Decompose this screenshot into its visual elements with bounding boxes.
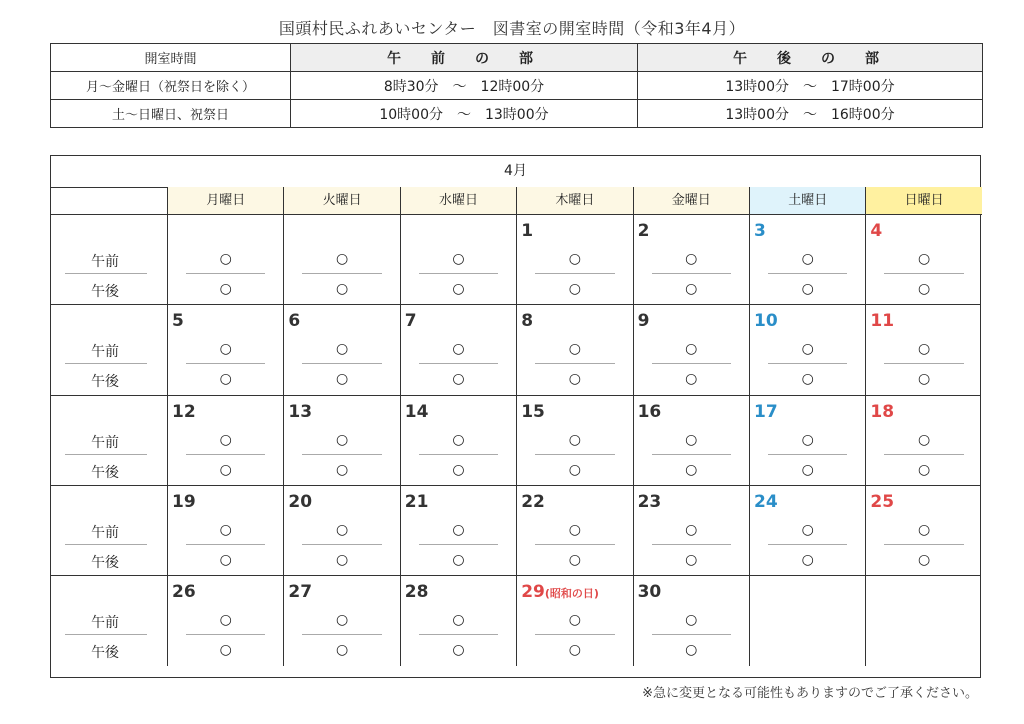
weekday-header-blank bbox=[51, 187, 167, 215]
calendar-month: 4月 bbox=[51, 156, 980, 188]
day-cell bbox=[283, 305, 399, 394]
calendar bbox=[50, 155, 981, 678]
weekend-pm-hours: 13時00分 ～ 16時00分 bbox=[638, 100, 983, 128]
day-number: 28 bbox=[404, 582, 429, 603]
am-open-mark: ○ bbox=[335, 251, 349, 267]
day-cell bbox=[633, 305, 749, 394]
day-cell bbox=[516, 486, 632, 575]
day-number: 5 bbox=[172, 311, 184, 332]
am-open-mark: ○ bbox=[452, 431, 465, 448]
pm-open-mark: ○ bbox=[801, 551, 814, 568]
day-number: 29(昭和の日) bbox=[521, 582, 599, 603]
day-cell bbox=[633, 486, 749, 575]
pm-open-mark: ○ bbox=[568, 461, 581, 478]
am-open-mark: ○ bbox=[219, 431, 232, 448]
day-cell bbox=[749, 396, 865, 485]
pm-label: 午後 bbox=[91, 554, 119, 571]
day-cell bbox=[633, 576, 749, 666]
pm-open-mark: ○ bbox=[452, 642, 465, 659]
cell-divider bbox=[302, 634, 381, 635]
cell-divider bbox=[535, 634, 614, 635]
ampm-divider bbox=[65, 634, 147, 635]
day-number: 9 bbox=[637, 311, 650, 332]
day-number: 25 bbox=[870, 491, 895, 512]
pm-label: 午後 bbox=[91, 464, 119, 481]
day-number: 6 bbox=[288, 311, 301, 332]
cell-divider bbox=[884, 454, 963, 455]
cell-divider bbox=[419, 273, 498, 274]
pm-open-mark: ○ bbox=[917, 371, 931, 388]
weekend-label: 土～日曜日、祝祭日 bbox=[51, 100, 291, 128]
cell-divider bbox=[419, 454, 498, 455]
day-cell bbox=[516, 305, 632, 394]
day-cell bbox=[400, 305, 516, 394]
ampm-labels bbox=[51, 305, 167, 394]
am-open-mark: ○ bbox=[335, 431, 349, 448]
day-cell bbox=[400, 486, 516, 575]
day-number: 2 bbox=[637, 221, 650, 241]
week-row bbox=[51, 396, 980, 486]
day-cell bbox=[865, 396, 981, 485]
pm-open-mark: ○ bbox=[219, 642, 232, 659]
day-cell bbox=[283, 215, 399, 304]
ampm-divider bbox=[65, 544, 147, 545]
ampm-divider bbox=[65, 273, 147, 274]
ampm-labels bbox=[51, 215, 167, 304]
pm-open-mark: ○ bbox=[452, 281, 465, 297]
hours-label-header: 開室時間 bbox=[51, 44, 291, 72]
pm-open-mark: ○ bbox=[568, 642, 581, 659]
cell-divider bbox=[535, 273, 614, 274]
page-title: 国頭村民ふれあいセンター 図書室の開室時間（令和3年4月） bbox=[278, 19, 746, 38]
cell-divider bbox=[419, 634, 498, 635]
day-cell bbox=[400, 396, 516, 485]
am-label: 午前 bbox=[91, 344, 119, 361]
am-open-mark: ○ bbox=[452, 251, 465, 267]
pm-open-mark: ○ bbox=[335, 551, 349, 568]
weekend-am-hours: 10時00分 ～ 13時00分 bbox=[291, 100, 638, 128]
cell-divider bbox=[768, 363, 847, 364]
am-open-mark: ○ bbox=[219, 341, 232, 358]
am-open-mark: ○ bbox=[219, 521, 232, 538]
cell-divider bbox=[535, 454, 614, 455]
notice-text: ※急に変更となる可能性もありますのでご了承ください。 bbox=[642, 686, 978, 701]
pm-open-mark: ○ bbox=[917, 551, 931, 568]
day-number: 23 bbox=[637, 491, 662, 512]
cell-divider bbox=[884, 363, 963, 364]
am-label: 午前 bbox=[91, 254, 119, 270]
am-open-mark: ○ bbox=[801, 521, 814, 538]
am-open-mark: ○ bbox=[685, 521, 698, 538]
day-cell bbox=[283, 396, 399, 485]
am-open-mark: ○ bbox=[917, 341, 931, 358]
day-number: 30 bbox=[637, 582, 662, 603]
am-open-mark: ○ bbox=[801, 251, 814, 267]
am-open-mark: ○ bbox=[452, 612, 465, 629]
weekday-header: 土曜日 bbox=[749, 187, 865, 215]
cell-divider bbox=[302, 363, 381, 364]
day-cell bbox=[516, 576, 632, 666]
day-number: 19 bbox=[172, 491, 196, 512]
day-cell bbox=[283, 576, 399, 666]
cell-divider bbox=[419, 363, 498, 364]
am-label: 午前 bbox=[91, 524, 119, 541]
cell-divider bbox=[186, 363, 265, 364]
day-cell bbox=[865, 215, 981, 304]
pm-open-mark: ○ bbox=[801, 371, 814, 388]
cell-divider bbox=[768, 544, 847, 545]
weekday-header: 日曜日 bbox=[865, 187, 981, 215]
day-number: 26 bbox=[172, 582, 196, 603]
am-open-mark: ○ bbox=[801, 431, 814, 448]
day-cell bbox=[865, 576, 981, 666]
pm-open-mark: ○ bbox=[335, 281, 349, 297]
pm-open-mark: ○ bbox=[917, 281, 931, 297]
cell-divider bbox=[652, 273, 731, 274]
pm-open-mark: ○ bbox=[917, 461, 931, 478]
pm-open-mark: ○ bbox=[335, 642, 349, 659]
day-number: 8 bbox=[521, 311, 534, 332]
cell-divider bbox=[535, 544, 614, 545]
cell-divider bbox=[302, 273, 381, 274]
am-open-mark: ○ bbox=[568, 521, 581, 538]
pm-open-mark: ○ bbox=[219, 461, 232, 478]
day-cell bbox=[516, 215, 632, 304]
day-cell bbox=[633, 396, 749, 485]
cell-divider bbox=[768, 273, 847, 274]
day-cell bbox=[865, 486, 981, 575]
day-number: 14 bbox=[404, 401, 429, 422]
day-cell bbox=[865, 305, 981, 394]
weekday-header: 木曜日 bbox=[516, 187, 632, 215]
day-number: 24 bbox=[754, 491, 778, 512]
pm-open-mark: ○ bbox=[335, 371, 349, 388]
pm-open-mark: ○ bbox=[219, 371, 232, 388]
week-row bbox=[51, 215, 980, 305]
day-number: 20 bbox=[288, 491, 313, 512]
cell-divider bbox=[652, 634, 731, 635]
pm-open-mark: ○ bbox=[335, 461, 349, 478]
week-row bbox=[51, 486, 980, 576]
pm-open-mark: ○ bbox=[219, 281, 232, 297]
cell-divider bbox=[652, 544, 731, 545]
am-open-mark: ○ bbox=[685, 612, 698, 629]
pm-open-mark: ○ bbox=[568, 371, 581, 388]
am-open-mark: ○ bbox=[917, 251, 931, 267]
week-row bbox=[51, 576, 980, 666]
weekday-header: 火曜日 bbox=[283, 187, 399, 215]
pm-label: 午後 bbox=[91, 284, 119, 300]
am-open-mark: ○ bbox=[685, 341, 698, 358]
cell-divider bbox=[186, 634, 265, 635]
day-cell bbox=[633, 215, 749, 304]
am-open-mark: ○ bbox=[452, 521, 465, 538]
am-open-mark: ○ bbox=[452, 341, 465, 358]
am-open-mark: ○ bbox=[568, 251, 581, 267]
pm-label: 午後 bbox=[91, 374, 119, 391]
am-open-mark: ○ bbox=[685, 431, 698, 448]
pm-open-mark: ○ bbox=[685, 551, 698, 568]
weekday-header: 月曜日 bbox=[167, 187, 283, 215]
day-number: 22 bbox=[521, 491, 545, 512]
pm-open-mark: ○ bbox=[685, 371, 698, 388]
weekday-header: 水曜日 bbox=[400, 187, 516, 215]
am-open-mark: ○ bbox=[568, 341, 581, 358]
am-open-mark: ○ bbox=[917, 431, 931, 448]
cell-divider bbox=[768, 454, 847, 455]
pm-open-mark: ○ bbox=[685, 461, 698, 478]
am-open-mark: ○ bbox=[219, 612, 232, 629]
pm-label: 午後 bbox=[91, 645, 119, 662]
am-open-mark: ○ bbox=[219, 251, 232, 267]
day-cell bbox=[749, 215, 865, 304]
week-row bbox=[51, 305, 980, 395]
day-number: 27 bbox=[288, 582, 313, 603]
day-cell bbox=[167, 215, 283, 304]
day-number: 12 bbox=[172, 401, 196, 422]
am-open-mark: ○ bbox=[685, 251, 698, 267]
cell-divider bbox=[302, 544, 381, 545]
pm-open-mark: ○ bbox=[801, 461, 814, 478]
weekday-am-hours: 8時30分 ～ 12時00分 bbox=[291, 72, 638, 100]
day-number: 13 bbox=[288, 401, 313, 422]
ampm-labels bbox=[51, 576, 167, 666]
day-cell bbox=[167, 305, 283, 394]
cell-divider bbox=[652, 454, 731, 455]
pm-open-mark: ○ bbox=[452, 461, 465, 478]
pm-open-mark: ○ bbox=[801, 281, 814, 297]
pm-open-mark: ○ bbox=[452, 551, 465, 568]
day-number: 10 bbox=[754, 311, 778, 332]
day-number: 7 bbox=[404, 311, 417, 332]
am-label: 午前 bbox=[91, 434, 119, 451]
pm-open-mark: ○ bbox=[685, 281, 698, 297]
pm-open-mark: ○ bbox=[219, 551, 232, 568]
day-cell bbox=[749, 576, 865, 666]
day-number: 21 bbox=[404, 491, 429, 512]
day-number: 16 bbox=[637, 401, 662, 422]
cell-divider bbox=[535, 363, 614, 364]
am-open-mark: ○ bbox=[801, 341, 814, 358]
day-number: 15 bbox=[521, 401, 545, 422]
am-open-mark: ○ bbox=[917, 521, 931, 538]
day-number: 1 bbox=[521, 221, 534, 241]
day-cell bbox=[283, 486, 399, 575]
pm-open-mark: ○ bbox=[452, 371, 465, 388]
day-number: 18 bbox=[870, 401, 895, 422]
day-cell bbox=[516, 396, 632, 485]
holiday-name: (昭和の日) bbox=[544, 587, 599, 601]
pm-header: 午 後 の 部 bbox=[638, 44, 983, 72]
cell-divider bbox=[186, 544, 265, 545]
day-cell bbox=[749, 486, 865, 575]
day-cell bbox=[400, 576, 516, 666]
ampm-divider bbox=[65, 363, 147, 364]
day-cell bbox=[400, 215, 516, 304]
opening-hours-table bbox=[50, 43, 983, 128]
pm-open-mark: ○ bbox=[568, 281, 581, 297]
day-cell bbox=[749, 305, 865, 394]
am-open-mark: ○ bbox=[335, 612, 349, 629]
am-open-mark: ○ bbox=[568, 612, 581, 629]
cell-divider bbox=[186, 273, 265, 274]
day-cell bbox=[167, 396, 283, 485]
cell-divider bbox=[419, 544, 498, 545]
weekday-label: 月～金曜日（祝祭日を除く） bbox=[51, 72, 291, 100]
cell-divider bbox=[186, 454, 265, 455]
weekday-pm-hours: 13時00分 ～ 17時00分 bbox=[638, 72, 983, 100]
day-cell bbox=[167, 576, 283, 666]
ampm-labels bbox=[51, 486, 167, 575]
cell-divider bbox=[652, 363, 731, 364]
cell-divider bbox=[884, 273, 963, 274]
cell-divider bbox=[884, 544, 963, 545]
pm-open-mark: ○ bbox=[568, 551, 581, 568]
day-number: 3 bbox=[754, 221, 766, 241]
pm-open-mark: ○ bbox=[685, 642, 698, 659]
day-number: 4 bbox=[870, 221, 883, 241]
ampm-labels bbox=[51, 396, 167, 485]
day-cell bbox=[167, 486, 283, 575]
am-header: 午 前 の 部 bbox=[291, 44, 638, 72]
weekday-header: 金曜日 bbox=[633, 187, 749, 215]
am-open-mark: ○ bbox=[335, 341, 349, 358]
day-number: 17 bbox=[754, 401, 778, 422]
am-open-mark: ○ bbox=[335, 521, 349, 538]
cell-divider bbox=[302, 454, 381, 455]
ampm-divider bbox=[65, 454, 147, 455]
day-number: 11 bbox=[870, 311, 895, 332]
am-label: 午前 bbox=[91, 615, 119, 632]
am-open-mark: ○ bbox=[568, 431, 581, 448]
